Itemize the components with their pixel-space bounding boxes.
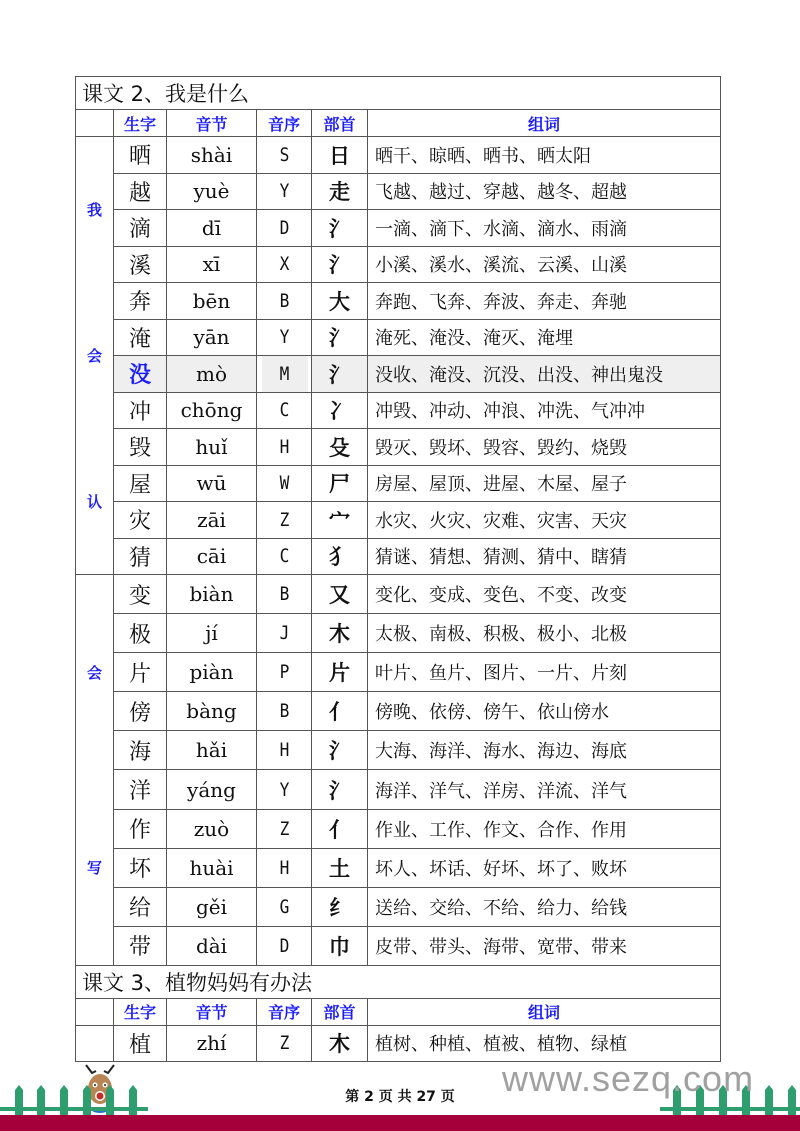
- header-row: [76, 998, 721, 1025]
- header-order: 音序: [257, 998, 312, 1025]
- char-cell: 坏: [114, 848, 167, 887]
- order-cell: J: [261, 614, 308, 653]
- header-words: 组词: [368, 110, 721, 137]
- group-label-char: 我: [86, 201, 102, 220]
- pinyin-cell: dī: [167, 210, 257, 247]
- radical-cell: 殳: [312, 429, 368, 466]
- header-words: 组词: [368, 998, 721, 1025]
- order-cell: M: [261, 356, 308, 393]
- header-radical: 部首: [312, 998, 368, 1025]
- group-label-stack: [76, 575, 113, 965]
- char-cell: 滴: [114, 210, 167, 247]
- words-cell: 奔跑、飞奔、奔波、奔走、奔驰: [368, 283, 721, 320]
- char-cell: 作: [114, 809, 167, 848]
- lesson-title: 课文 3、植物妈妈有办法: [76, 965, 721, 998]
- order-cell: C: [261, 538, 308, 575]
- char-cell: 片: [114, 653, 167, 692]
- words-cell: 送给、交给、不给、给力、给钱: [368, 887, 721, 926]
- order-cell: Z: [261, 502, 308, 539]
- group-label-char: 会: [86, 663, 102, 682]
- char-cell: 屋: [114, 465, 167, 502]
- table-row: [76, 770, 721, 809]
- pinyin-cell: piàn: [167, 653, 257, 692]
- footer-bar: [0, 1115, 800, 1131]
- table-row: [76, 356, 721, 393]
- words-cell: 没收、淹没、沉没、出没、神出鬼没: [368, 356, 721, 393]
- words-cell: 猜谜、猜想、猜测、猜中、瞎猜: [368, 538, 721, 575]
- char-cell: 海: [114, 731, 167, 770]
- table-row: [76, 926, 721, 965]
- radical-cell: 土: [312, 848, 368, 887]
- header-blank: [76, 998, 114, 1025]
- order-cell: B: [261, 283, 308, 320]
- pinyin-cell: wū: [167, 465, 257, 502]
- radical-cell: 大: [312, 283, 368, 320]
- header-blank: [76, 110, 114, 137]
- table-row: [76, 809, 721, 848]
- radical-cell: 日: [312, 137, 368, 174]
- words-cell: 傍晚、依傍、傍午、依山傍水: [368, 692, 721, 731]
- words-cell: 海洋、洋气、洋房、洋流、洋气: [368, 770, 721, 809]
- radical-cell: 氵: [312, 770, 368, 809]
- table-row: [76, 210, 721, 247]
- radical-cell: 走: [312, 173, 368, 210]
- page-number: 第 2 页 共 27 页: [345, 1089, 455, 1105]
- order-cell: G: [261, 887, 308, 926]
- words-cell: 毁灭、毁坏、毁容、毁约、烧毁: [368, 429, 721, 466]
- pinyin-cell: yān: [167, 319, 257, 356]
- radical-cell: 又: [312, 575, 368, 614]
- char-cell: 傍: [114, 692, 167, 731]
- order-cell: Z: [261, 1025, 308, 1061]
- table-row: [76, 538, 721, 575]
- char-cell: 极: [114, 614, 167, 653]
- char-cell: 奔: [114, 283, 167, 320]
- order-cell: D: [261, 926, 308, 965]
- words-cell: 变化、变成、变色、不变、改变: [368, 575, 721, 614]
- char-cell: 带: [114, 926, 167, 965]
- pinyin-cell: hǎi: [167, 731, 257, 770]
- order-cell: Y: [261, 319, 308, 356]
- order-cell: B: [261, 575, 308, 614]
- order-cell: W: [261, 465, 308, 502]
- table-row: [76, 848, 721, 887]
- header-char: 生字: [114, 110, 167, 137]
- order-cell: H: [261, 429, 308, 466]
- header-radical: 部首: [312, 110, 368, 137]
- order-cell: B: [261, 692, 308, 731]
- words-cell: 水灾、火灾、灾难、灾害、天灾: [368, 502, 721, 539]
- radical-cell: 木: [312, 1025, 368, 1061]
- radical-cell: 亻: [312, 692, 368, 731]
- table-row: [76, 692, 721, 731]
- pinyin-cell: huǐ: [167, 429, 257, 466]
- words-cell: 植树、种植、植被、植物、绿植: [368, 1025, 721, 1061]
- char-cell: 淹: [114, 319, 167, 356]
- table-row: [76, 392, 721, 429]
- words-cell: 飞越、越过、穿越、越冬、超越: [368, 173, 721, 210]
- radical-cell: 氵: [312, 246, 368, 283]
- table-row: [76, 887, 721, 926]
- words-cell: 房屋、屋顶、进屋、木屋、屋子: [368, 465, 721, 502]
- radical-cell: 片: [312, 653, 368, 692]
- pinyin-cell: biàn: [167, 575, 257, 614]
- char-cell: 灾: [114, 502, 167, 539]
- order-cell: C: [261, 392, 308, 429]
- words-cell: 作业、工作、作文、合作、作用: [368, 809, 721, 848]
- order-cell: Z: [261, 809, 308, 848]
- table-row: [76, 502, 721, 539]
- order-cell: P: [261, 653, 308, 692]
- pinyin-cell: zuò: [167, 809, 257, 848]
- vocab-table: [75, 76, 721, 1062]
- header-row: [76, 110, 721, 137]
- table-row: [76, 614, 721, 653]
- words-cell: 一滴、滴下、水滴、滴水、雨滴: [368, 210, 721, 247]
- pinyin-cell: dài: [167, 926, 257, 965]
- pinyin-cell: gěi: [167, 887, 257, 926]
- pinyin-cell: cāi: [167, 538, 257, 575]
- group-label-char: 写: [86, 858, 102, 877]
- order-cell: X: [261, 246, 308, 283]
- radical-cell: 巾: [312, 926, 368, 965]
- group-label-char: 认: [86, 492, 102, 511]
- char-cell: 冲: [114, 392, 167, 429]
- radical-cell: 木: [312, 614, 368, 653]
- group-label-stack: [76, 137, 113, 574]
- header-pinyin: 音节: [167, 110, 257, 137]
- table-row: [76, 731, 721, 770]
- lesson-title-row: [76, 77, 721, 110]
- char-cell: 没: [114, 356, 167, 393]
- group-label-recognize: [76, 137, 114, 575]
- char-cell: 越: [114, 173, 167, 210]
- words-cell: 太极、南极、积极、极小、北极: [368, 614, 721, 653]
- pinyin-cell: zāi: [167, 502, 257, 539]
- pinyin-cell: yáng: [167, 770, 257, 809]
- table-row: [76, 465, 721, 502]
- radical-cell: 氵: [312, 731, 368, 770]
- words-cell: 大海、海洋、海水、海边、海底: [368, 731, 721, 770]
- group-label-empty: [76, 1025, 114, 1061]
- watermark: www.sezq.com: [502, 1058, 755, 1099]
- char-cell: 植: [114, 1025, 167, 1061]
- words-cell: 坏人、坏话、好坏、坏了、败坏: [368, 848, 721, 887]
- order-cell: H: [261, 848, 308, 887]
- pinyin-cell: jí: [167, 614, 257, 653]
- words-cell: 小溪、溪水、溪流、云溪、山溪: [368, 246, 721, 283]
- header-char: 生字: [114, 998, 167, 1025]
- table-row: [76, 319, 721, 356]
- words-cell: 皮带、带头、海带、宽带、带来: [368, 926, 721, 965]
- group-label-write: [76, 575, 114, 966]
- radical-cell: 亻: [312, 809, 368, 848]
- radical-cell: 犭: [312, 538, 368, 575]
- table-row: [76, 173, 721, 210]
- pinyin-cell: shài: [167, 137, 257, 174]
- vocabulary-sheet: [75, 76, 720, 1062]
- table-row: [76, 137, 721, 174]
- char-cell: 洋: [114, 770, 167, 809]
- table-row: [76, 246, 721, 283]
- char-cell: 猜: [114, 538, 167, 575]
- radical-cell: 氵: [312, 356, 368, 393]
- radical-cell: 尸: [312, 465, 368, 502]
- words-cell: 淹死、淹没、淹灭、淹埋: [368, 319, 721, 356]
- radical-cell: 宀: [312, 502, 368, 539]
- char-cell: 给: [114, 887, 167, 926]
- order-cell: Y: [261, 173, 308, 210]
- table-row: [76, 283, 721, 320]
- order-cell: D: [261, 210, 308, 247]
- words-cell: 叶片、鱼片、图片、一片、片刻: [368, 653, 721, 692]
- radical-cell: 冫: [312, 392, 368, 429]
- char-cell: 晒: [114, 137, 167, 174]
- table-row: [76, 429, 721, 466]
- char-cell: 毁: [114, 429, 167, 466]
- table-row: [76, 575, 721, 614]
- table-row: [76, 653, 721, 692]
- pinyin-cell: bàng: [167, 692, 257, 731]
- pinyin-cell: huài: [167, 848, 257, 887]
- pinyin-cell: zhí: [167, 1025, 257, 1061]
- order-cell: S: [261, 137, 308, 174]
- radical-cell: 氵: [312, 210, 368, 247]
- pinyin-cell: chōng: [167, 392, 257, 429]
- words-cell: 晒干、晾晒、晒书、晒太阳: [368, 137, 721, 174]
- header-pinyin: 音节: [167, 998, 257, 1025]
- group-label-char: 会: [86, 346, 102, 365]
- radical-cell: 纟: [312, 887, 368, 926]
- pinyin-cell: yuè: [167, 173, 257, 210]
- header-order: 音序: [257, 110, 312, 137]
- words-cell: 冲毁、冲动、冲浪、冲洗、气冲冲: [368, 392, 721, 429]
- radical-cell: 氵: [312, 319, 368, 356]
- pinyin-cell: mò: [167, 356, 257, 393]
- lesson-title-row: [76, 965, 721, 998]
- char-cell: 溪: [114, 246, 167, 283]
- table-row: [76, 1025, 721, 1061]
- pinyin-cell: xī: [167, 246, 257, 283]
- pinyin-cell: bēn: [167, 283, 257, 320]
- order-cell: Y: [261, 770, 308, 809]
- order-cell: H: [261, 731, 308, 770]
- lesson-title: 课文 2、我是什么: [76, 77, 721, 110]
- char-cell: 变: [114, 575, 167, 614]
